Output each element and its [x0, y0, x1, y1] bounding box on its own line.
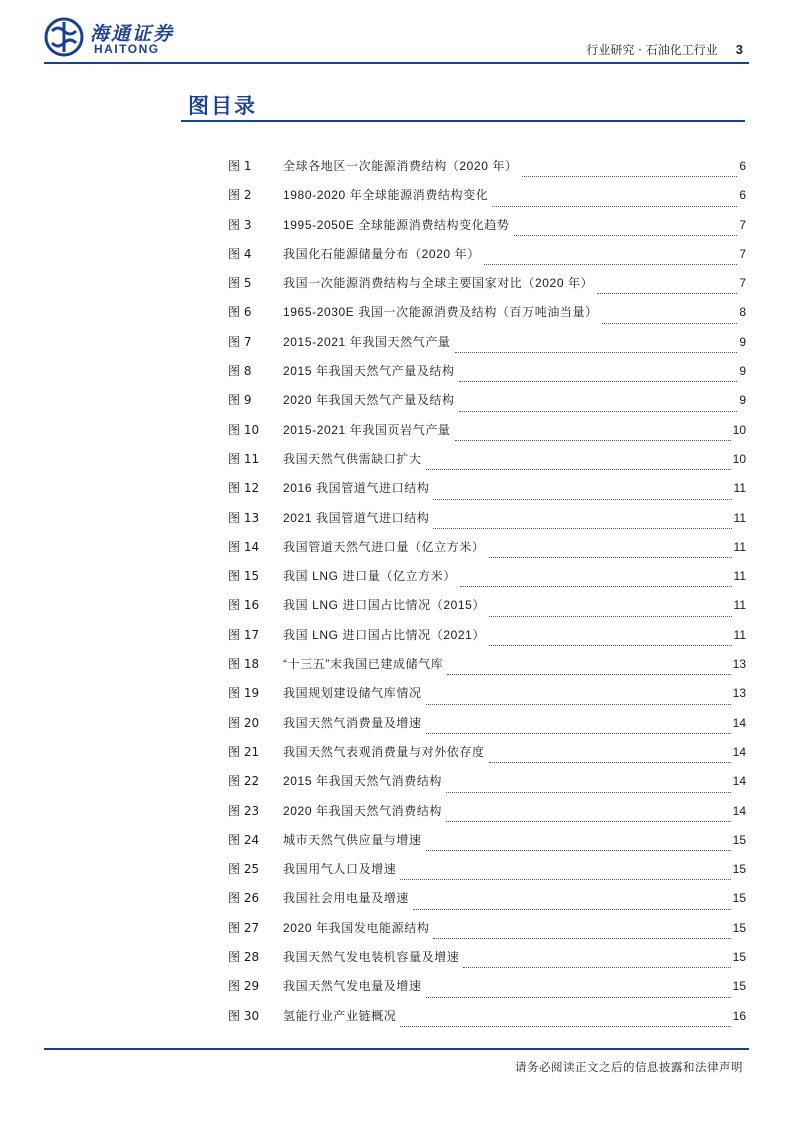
toc-page-number: 9 — [739, 334, 746, 349]
toc-dot-leader — [446, 791, 731, 793]
toc-figure-number: 图 16 — [228, 598, 260, 613]
toc-figure-title: 2021 我国管道气进口结构 — [283, 510, 430, 525]
toc-figure-number: 图 6 — [228, 305, 252, 320]
toc-dot-leader — [433, 527, 731, 529]
toc-figure-number: 图 7 — [228, 334, 252, 349]
toc-figure-number: 图 24 — [228, 832, 260, 847]
toc-figure-number: 图 2 — [228, 188, 252, 203]
toc-page-number: 14 — [732, 803, 746, 818]
toc-figure-number: 图 11 — [228, 451, 260, 466]
toc-dot-leader — [447, 673, 730, 675]
toc-page-number: 15 — [732, 891, 746, 906]
toc-figure-number: 图 4 — [228, 246, 252, 261]
toc-dot-leader — [455, 351, 738, 353]
logo-chinese-name: 海通证券 — [90, 23, 175, 45]
toc-figure-title: 2016 我国管道气进口结构 — [283, 481, 430, 496]
toc-page-number: 10 — [732, 422, 746, 437]
toc-entry[interactable] — [228, 421, 746, 450]
toc-entry[interactable] — [228, 626, 746, 655]
toc-entry[interactable] — [228, 216, 746, 245]
toc-entry[interactable] — [228, 743, 746, 772]
toc-entry[interactable] — [228, 977, 746, 1006]
toc-figure-title: 全球各地区一次能源消费结构（2020 年） — [283, 159, 518, 173]
toc-dot-leader — [426, 849, 731, 851]
toc-page-number: 15 — [732, 832, 746, 847]
title-divider — [181, 120, 745, 122]
toc-figure-title: 我国管道天然气进口量（亿立方米） — [283, 539, 485, 554]
toc-figure-number: 图 27 — [228, 920, 260, 935]
toc-figure-title: 我国天然气消费量及增速 — [283, 715, 422, 730]
toc-figure-title: 我国 LNG 进口国占比情况（2021） — [283, 627, 486, 642]
toc-page-number: 14 — [732, 744, 746, 759]
toc-figure-number: 图 29 — [228, 979, 260, 994]
toc-page-number: 8 — [739, 305, 746, 320]
toc-dot-leader — [489, 556, 732, 558]
toc-figure-number: 图 21 — [228, 744, 260, 759]
toc-figure-title: 我国 LNG 进口量（亿立方米） — [283, 569, 456, 584]
toc-page-number: 11 — [733, 510, 746, 525]
toc-figure-title: 2020 年我国发电能源结构 — [283, 920, 430, 935]
toc-page-number: 13 — [732, 686, 746, 701]
toc-figure-number: 图 12 — [228, 481, 260, 496]
toc-page-number: 15 — [732, 920, 746, 935]
toc-page-number: 16 — [732, 1008, 746, 1023]
toc-dot-leader — [514, 234, 738, 236]
toc-dot-leader — [489, 644, 731, 646]
toc-dot-leader — [426, 703, 731, 705]
toc-figure-number: 图 8 — [228, 364, 252, 379]
toc-figure-number: 图 14 — [228, 539, 260, 554]
toc-figure-number: 图 23 — [228, 803, 260, 818]
toc-figure-title: 2020 年我国天然气消费结构 — [283, 803, 443, 818]
footer-disclaimer: 请务必阅读正文之后的信息披露和法律声明 — [515, 1060, 743, 1074]
toc-page-number: 14 — [732, 774, 746, 789]
toc-entry[interactable] — [228, 362, 746, 391]
toc-figure-number: 图 28 — [228, 950, 260, 965]
toc-figure-number: 图 5 — [228, 276, 252, 291]
toc-dot-leader — [400, 878, 730, 880]
toc-page-number: 10 — [732, 451, 746, 466]
toc-dot-leader — [602, 322, 738, 324]
toc-dot-leader — [433, 498, 731, 500]
toc-figure-title: 2015-2021 年我国页岩气产量 — [283, 422, 451, 437]
toc-figure-title: 我国社会用电量及增速 — [283, 891, 410, 906]
toc-dot-leader — [459, 410, 738, 412]
toc-figure-number: 图 30 — [228, 1008, 260, 1023]
toc-dot-leader — [463, 966, 730, 968]
toc-figure-title: 氢能行业产业链概况 — [283, 1008, 397, 1023]
toc-entry[interactable] — [228, 802, 746, 831]
toc-page-number: 15 — [732, 979, 746, 994]
toc-entry[interactable] — [228, 274, 746, 303]
toc-dot-leader — [426, 996, 731, 998]
toc-entry[interactable] — [228, 245, 746, 274]
toc-figure-title: 1965-2030E 我国一次能源消费及结构（百万吨油当量） — [283, 305, 598, 320]
toc-figure-title: 1995-2050E 全球能源消费结构变化趋势 — [283, 217, 510, 232]
toc-figure-title: “十三五”末我国已建成储气库 — [283, 657, 444, 672]
toc-entry[interactable] — [228, 567, 746, 596]
page-header — [586, 41, 743, 58]
toc-dot-leader — [426, 468, 731, 470]
toc-figure-number: 图 1 — [228, 159, 252, 173]
toc-figure-number: 图 22 — [228, 774, 260, 789]
haitong-logo — [44, 17, 184, 61]
toc-dot-leader — [522, 175, 738, 177]
toc-entry[interactable] — [228, 684, 746, 713]
toc-page-number: 7 — [739, 246, 746, 261]
toc-figure-title: 我国化石能源储量分布（2020 年） — [283, 246, 480, 261]
toc-entry[interactable] — [228, 919, 746, 948]
toc-entry[interactable] — [228, 333, 746, 362]
toc-dot-leader — [597, 292, 737, 294]
toc-dot-leader — [426, 732, 731, 734]
toc-page-number: 11 — [733, 598, 746, 613]
toc-figure-title: 我国 LNG 进口国占比情况（2015） — [283, 598, 486, 613]
toc-page-number: 6 — [739, 159, 746, 173]
toc-entry[interactable] — [228, 538, 746, 567]
footer-divider — [44, 1048, 749, 1050]
toc-dot-leader — [489, 761, 731, 763]
toc-page-number: 9 — [739, 393, 746, 408]
toc-figure-number: 图 19 — [228, 686, 260, 701]
toc-page-number: 11 — [733, 481, 746, 496]
toc-entry[interactable] — [228, 303, 746, 332]
toc-entry[interactable] — [228, 450, 746, 479]
toc-figure-title: 1980-2020 年全球能源消费结构变化 — [283, 188, 489, 203]
toc-entry[interactable] — [228, 831, 746, 860]
toc-figure-title: 我国天然气发电量及增速 — [283, 979, 422, 994]
section-label: 行业研究 · 石油化工行业 — [586, 43, 718, 57]
toc-figure-number: 图 3 — [228, 217, 252, 232]
toc-entry[interactable] — [228, 391, 746, 420]
toc-entry[interactable] — [228, 860, 746, 889]
toc-figure-number: 图 9 — [228, 393, 252, 408]
toc-dot-leader — [484, 263, 737, 265]
toc-figure-number: 图 17 — [228, 627, 260, 642]
toc-entry[interactable] — [228, 772, 746, 801]
toc-dot-leader — [492, 205, 737, 207]
toc-entry[interactable] — [228, 186, 746, 215]
toc-page-number: 14 — [732, 715, 746, 730]
toc-figure-title: 我国天然气表观消费量与对外依存度 — [283, 744, 485, 759]
toc-figure-title: 我国天然气发电装机容量及增速 — [283, 950, 460, 965]
page-title: 图目录 — [188, 94, 257, 118]
toc-page-number: 15 — [732, 862, 746, 877]
toc-dot-leader — [446, 820, 731, 822]
toc-dot-leader — [489, 615, 731, 617]
toc-figure-title: 我国天然气供需缺口扩大 — [283, 451, 422, 466]
toc-figure-number: 图 26 — [228, 891, 260, 906]
toc-figure-title: 城市天然气供应量与增速 — [283, 832, 422, 847]
toc-figure-number: 图 15 — [228, 569, 260, 584]
toc-page-number: 15 — [732, 950, 746, 965]
toc-page-number: 9 — [739, 364, 746, 379]
page-number: 3 — [735, 42, 743, 57]
toc-figure-title: 我国规划建设储气库情况 — [283, 686, 422, 701]
toc-entry[interactable] — [228, 509, 746, 538]
toc-entry[interactable] — [228, 157, 746, 186]
toc-entry[interactable] — [228, 889, 746, 918]
toc-entry[interactable] — [228, 596, 746, 625]
toc-page-number: 11 — [733, 539, 746, 554]
toc-entry[interactable] — [228, 479, 746, 508]
toc-entry[interactable] — [228, 948, 746, 977]
toc-entry[interactable] — [228, 655, 746, 684]
toc-dot-leader — [455, 439, 731, 441]
toc-figure-number: 图 13 — [228, 510, 260, 525]
toc-figure-title: 2015 年我国天然气消费结构 — [283, 774, 443, 789]
toc-dot-leader — [413, 908, 731, 910]
toc-figure-title: 我国一次能源消费结构与全球主要国家对比（2020 年） — [283, 276, 594, 291]
logo-english-name: HAITONG — [94, 42, 160, 56]
toc-figure-number: 图 20 — [228, 715, 260, 730]
toc-entry[interactable] — [228, 1007, 746, 1036]
toc-figure-number: 图 18 — [228, 657, 260, 672]
toc-dot-leader — [460, 585, 732, 587]
toc-dot-leader — [433, 937, 730, 939]
toc-figure-number: 图 25 — [228, 862, 260, 877]
toc-figure-title: 2015 年我国天然气产量及结构 — [283, 364, 455, 379]
toc-page-number: 7 — [739, 217, 746, 232]
toc-page-number: 11 — [733, 569, 746, 584]
header-divider — [44, 62, 749, 64]
toc-dot-leader — [400, 1025, 730, 1027]
toc-figure-title: 我国用气人口及增速 — [283, 862, 397, 877]
toc-figure-title: 2015-2021 年我国天然气产量 — [283, 334, 451, 349]
toc-page-number: 11 — [733, 627, 746, 642]
toc-page-number: 13 — [732, 657, 746, 672]
toc-figure-number: 图 10 — [228, 422, 260, 437]
haitong-logo-icon — [44, 17, 84, 57]
figure-index-list — [228, 157, 746, 1036]
toc-entry[interactable] — [228, 714, 746, 743]
toc-page-number: 7 — [739, 276, 746, 291]
toc-figure-title: 2020 年我国天然气产量及结构 — [283, 393, 455, 408]
toc-page-number: 6 — [739, 188, 746, 203]
toc-dot-leader — [459, 380, 738, 382]
